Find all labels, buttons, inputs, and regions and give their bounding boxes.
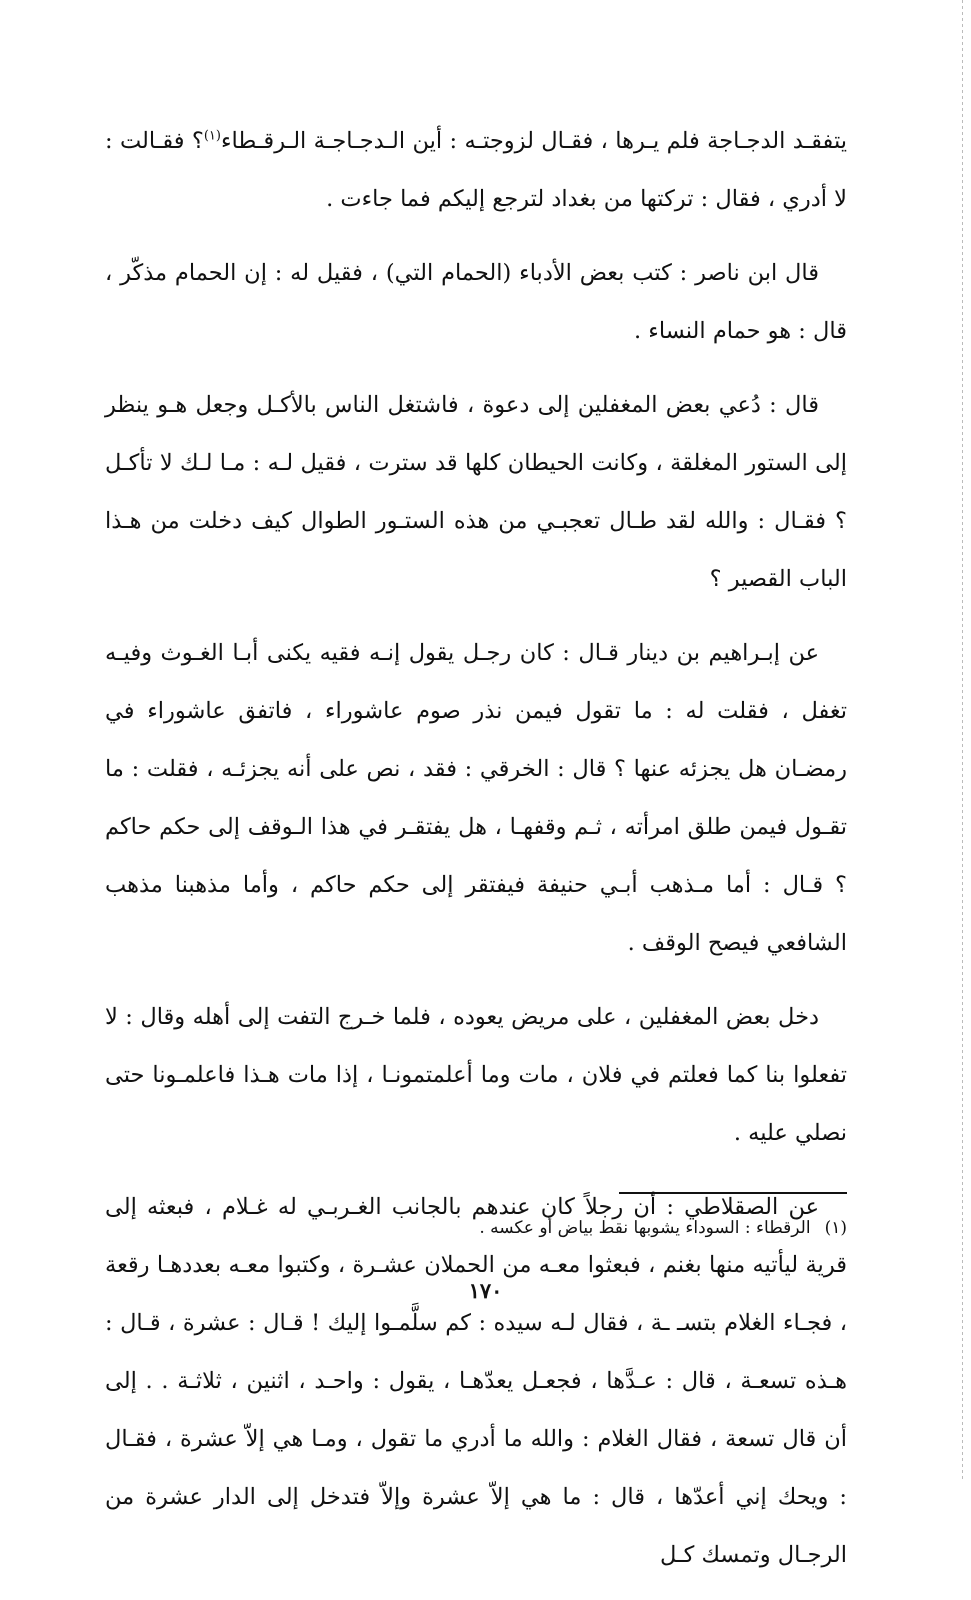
footnote-marker: (١) bbox=[203, 128, 221, 144]
paragraph-3: قال : دُعي بعض المغفلين إلى دعوة ، فاشتغل الناس بالأكـل وجعل هـو ينظر إلى الستور المغلقة ، وكانت الحيطان كلها قد سترت ، فقيل لـه : مـا لـك لا تأكـل ؟ فقـال : والله لقد طـال تعجبـي من هذه الستـور الطوال كيف دخلت من هـذا الباب القصير ؟ bbox=[105, 392, 847, 592]
footnote-text: الرقطاء : السوداء يشوبها نقط بياض أو عكسه . bbox=[479, 1218, 811, 1238]
paragraph-1-text-a: يتفقـد الدجـاجة فلم يـرها ، فقـال لزوجتـه : أين الـدجـاجـة الـرقـطاء bbox=[220, 128, 847, 154]
paragraph-6: عن الصقلاطي : أن رجلاً كان عندهم بالجانب الغـربـي له غـلام ، فبعثه إلى قرية ليأتيه منها بغنم ، فبعثوا معـه من الحملان عشـرة ، وكتبوا معـه بعددهـا رقعة ، فجـاء الغلام بتسـ ـة ، فقال لـه سيده : كم سلَّمـوا إليك ! قـال : عشرة ، قـال : هـذه تسعـة ، قال : عـدَّها ، فجعـل يعدّهـا ، يقول : واحـد ، اثنين ، ثلاثـة . . إلى أن قال تسعة ، فقال الغلام : والله ما أدري ما تقول ، ومـا هي إلاّ عشرة ، فقـال : ويحك إني أعدّها ، قال : ما هي إلاّ عشرة وإلاّ فتدخل إلى الدار عشرة من الرجـال وتمسك كـل bbox=[105, 1194, 847, 1568]
footnote-divider bbox=[619, 1192, 847, 1194]
paragraph-4: عن إبـراهيم بن دينار قـال : كان رجـل يقول إنـه فقيه يكنى أبـا الغـوث وفيـه تغفل ، فقلت له : ما تقول فيمن نذر صوم عاشوراء ، فاتفق عاشوراء في رمضـان هل يجزئه عنها ؟ قال : الخرقي : فقد ، نص على أنه يجزئـه ، فقلت : ما تقـول فيمن طلق امرأته ، ثـم وقفهـا ، هل يفتقـر في هذا الـوقف إلى حكم حاكم ؟ قـال : أما مـذهب أبـي حنيفة فيفتقر إلى حكم حاكم ، وأما مذهبنا مذهب الشافعي فيصح الوقف . bbox=[105, 640, 847, 956]
paragraph-1-text-b: ؟ فقـالت : لا أدري ، فقال : تركتها من بغداد لترجع إليكم فما جاءت . bbox=[105, 128, 847, 212]
footnote-number: (١) bbox=[824, 1218, 847, 1238]
paragraph-2: قال ابن ناصر : كتب بعض الأدباء (الحمام التي) ، فقيل له : إن الحمام مذكّر ، قال : هو حمام النساء . bbox=[105, 260, 847, 344]
paragraph-1 bbox=[105, 112, 847, 228]
paragraph-5: دخل بعض المغفلين ، على مريض يعوده ، فلما خـرج التفت إلى أهله وقال : لا تفعلوا بنا كما فعلتم في فلان ، مات وما أعلمتمونـا ، إذا مات هـذا فاعلمـونا حتى نصلي عليه . bbox=[105, 1004, 847, 1146]
footnote bbox=[105, 1213, 847, 1243]
page-number: ١٧٠ bbox=[468, 1278, 503, 1303]
page-edge-line bbox=[962, 0, 963, 1481]
body-text bbox=[105, 112, 847, 1600]
